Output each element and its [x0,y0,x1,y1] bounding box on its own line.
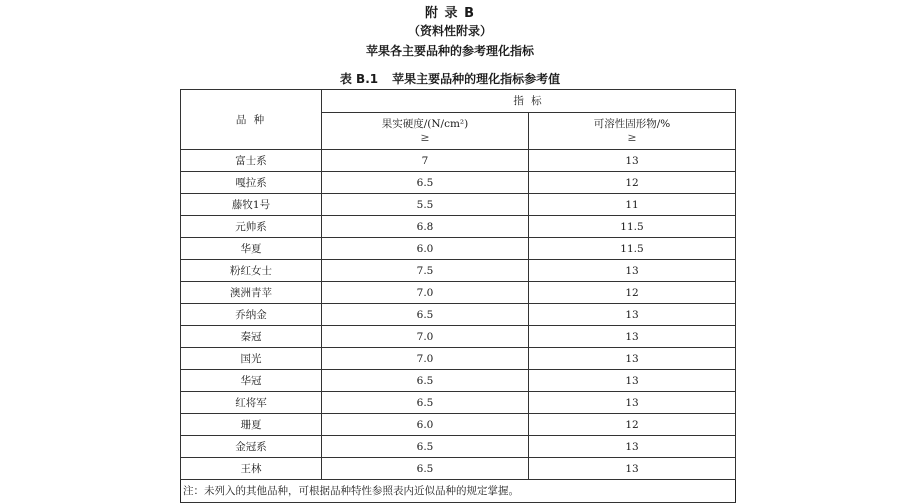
cell-solids: 13 [529,260,736,282]
table-row [181,260,736,282]
cell-firmness: 6.0 [322,414,529,436]
cell-variety: 藤牧1号 [181,194,322,216]
cell-solids: 12 [529,282,736,304]
cell-firmness: 6.5 [322,436,529,458]
table-note: 注：未列入的其他品种，可根据品种特性参照表内近似品种的规定掌握。 [181,480,736,503]
cell-solids: 11 [529,194,736,216]
header-firmness-ge: ≥ [420,131,430,144]
appendix-title: 附 录 B [425,6,475,21]
table-row [181,370,736,392]
table-row [181,392,736,414]
table-row [181,282,736,304]
header-solids-ge: ≥ [627,131,637,144]
cell-variety: 红将军 [181,392,322,414]
cell-solids: 11.5 [529,216,736,238]
header-firmness-label: 果实硬度/(N/cm²) [381,118,469,130]
table-row [181,150,736,172]
cell-solids: 13 [529,150,736,172]
cell-variety: 金冠系 [181,436,322,458]
cell-solids: 13 [529,436,736,458]
cell-firmness: 5.5 [322,194,529,216]
header-solids [529,113,736,150]
cell-firmness: 6.5 [322,172,529,194]
cell-firmness: 6.5 [322,370,529,392]
cell-variety: 富士系 [181,150,322,172]
cell-variety: 嘎拉系 [181,172,322,194]
cell-variety: 华夏 [181,238,322,260]
cell-solids: 13 [529,370,736,392]
table-note-row [181,480,736,503]
cell-firmness: 6.5 [322,458,529,480]
cell-firmness: 6.0 [322,238,529,260]
cell-firmness: 7.0 [322,326,529,348]
table-row [181,238,736,260]
cell-variety: 珊夏 [181,414,322,436]
cell-firmness: 6.5 [322,392,529,414]
table-caption-text: 苹果主要品种的理化指标参考值 [392,72,561,86]
appendix-heading: 苹果各主要品种的参考理化指标 [365,44,534,58]
cell-solids: 13 [529,326,736,348]
cell-solids: 13 [529,392,736,414]
cell-variety: 粉红女士 [181,260,322,282]
table-caption [0,70,900,87]
table-row [181,436,736,458]
cell-variety: 秦冠 [181,326,322,348]
cell-solids: 13 [529,304,736,326]
header-index-group: 指 标 [322,90,736,113]
cell-variety: 王林 [181,458,322,480]
cell-firmness: 7.0 [322,348,529,370]
table-row [181,348,736,370]
cell-firmness: 6.5 [322,304,529,326]
cell-solids: 13 [529,348,736,370]
cell-firmness: 6.8 [322,216,529,238]
table-caption-id: 表 B.1 [339,72,379,86]
table-header-row [181,90,736,113]
header-variety: 品 种 [181,90,322,150]
cell-solids: 13 [529,458,736,480]
cell-variety: 澳洲青苹 [181,282,322,304]
cell-variety: 国光 [181,348,322,370]
cell-solids: 12 [529,414,736,436]
table-row [181,194,736,216]
header-firmness [322,113,529,150]
cell-variety: 乔纳金 [181,304,322,326]
reference-values-table [180,89,736,503]
cell-firmness: 7.5 [322,260,529,282]
cell-variety: 华冠 [181,370,322,392]
appendix-subtitle: （资料性附录） [407,24,492,38]
cell-solids: 11.5 [529,238,736,260]
table-row [181,414,736,436]
cell-solids: 12 [529,172,736,194]
cell-firmness: 7 [322,150,529,172]
cell-firmness: 7.0 [322,282,529,304]
table-row [181,216,736,238]
table-row [181,458,736,480]
table-row [181,326,736,348]
cell-variety: 元帅系 [181,216,322,238]
header-solids-label: 可溶性固形物/% [593,118,671,130]
table-row [181,304,736,326]
table-row [181,172,736,194]
